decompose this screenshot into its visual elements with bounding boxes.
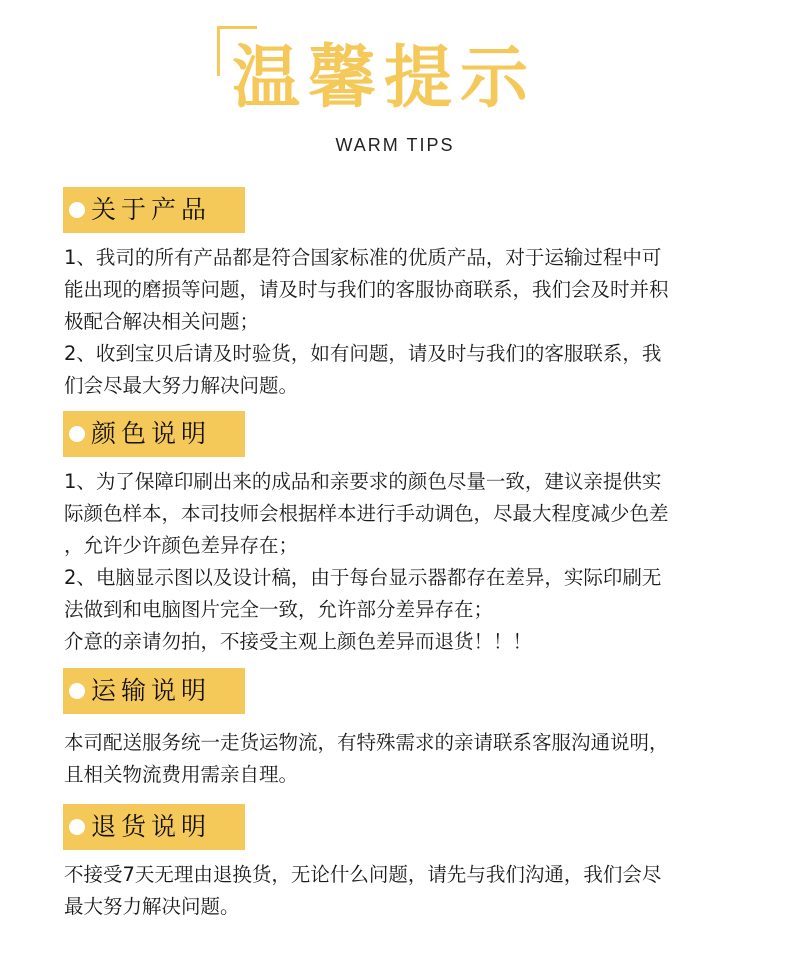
section-heading-badge (63, 187, 245, 233)
body-line: 2、收到宝贝后请及时验货，如有问题，请及时与我们的客服联系，我 (64, 342, 662, 365)
title-corner-decoration (217, 26, 220, 76)
body-line: 1、我司的所有产品都是符合国家标准的优质产品，对于运输过程中可 (64, 246, 662, 269)
body-line: 们会尽最大努力解决问题。 (64, 374, 299, 397)
bullet-dot-icon (69, 683, 85, 699)
header (0, 0, 790, 170)
section-heading-badge (63, 668, 245, 714)
section-body (64, 242, 736, 402)
body-line: 法做到和电脑图片完全一致，允许部分差异存在； (64, 598, 494, 621)
section-body (64, 466, 736, 658)
section-heading: 退货说明 (91, 812, 212, 841)
page-subtitle: WARM TIPS (335, 135, 455, 155)
body-line: 极配合解决相关问题； (64, 310, 260, 333)
section-heading: 颜色说明 (91, 419, 212, 448)
bullet-dot-icon (69, 819, 85, 835)
section-heading-badge (63, 804, 245, 850)
body-line: 本司配送服务统一走货运物流，有特殊需求的亲请联系客服沟通说明， (64, 731, 669, 754)
section-body (64, 727, 736, 791)
body-line: 际颜色样本，本司技师会根据样本进行手动调色，尽最大程度减少色差 (64, 502, 669, 525)
body-line: 能出现的磨损等问题，请及时与我们的客服协商联系，我们会及时并积 (64, 278, 669, 301)
body-line: 介意的亲请勿拍，不接受主观上颜色差异而退货！！！ (64, 630, 533, 653)
body-line: 最大努力解决问题。 (64, 895, 240, 918)
section-body (64, 859, 736, 923)
body-line: ，允许少许颜色差异存在； (64, 534, 299, 557)
section-heading: 关于产品 (91, 195, 212, 224)
section-heading: 运输说明 (91, 676, 212, 705)
body-line: 2、电脑显示图以及设计稿，由于每台显示器都存在差异，实际印刷无 (64, 566, 662, 589)
page-title: 温馨提示 (232, 39, 537, 118)
body-line: 不接受7天无理由退换货，无论什么问题，请先与我们沟通，我们会尽 (64, 863, 662, 886)
section-heading-badge (63, 411, 245, 457)
body-line: 1、为了保障印刷出来的成品和亲要求的颜色尽量一致，建议亲提供实 (64, 470, 662, 493)
bullet-dot-icon (69, 426, 85, 442)
title-corner-decoration-top (217, 26, 257, 29)
body-line: 且相关物流费用需亲自理。 (64, 763, 299, 786)
bullet-dot-icon (69, 202, 85, 218)
